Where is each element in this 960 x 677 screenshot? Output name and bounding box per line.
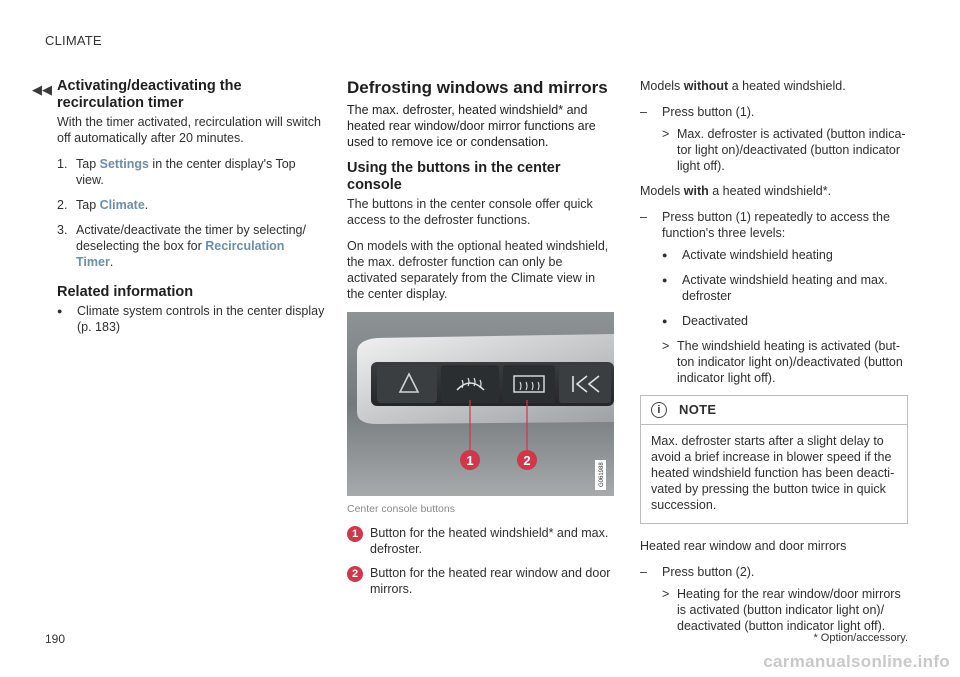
levels-list: [662, 247, 908, 329]
recirculation-timer-intro: With the timer activated, recirculation will switch off automatically after 20 minutes.: [57, 115, 321, 145]
continued-arrows-icon: ◀◀: [32, 82, 52, 97]
page-number: 190: [45, 632, 66, 646]
list-item: 2. Tap Climate.: [57, 198, 149, 212]
without-heated-windshield: Models without a heated windshield.: [640, 79, 846, 93]
recirculation-timer-term: Recirculation Timer: [76, 239, 285, 269]
center-console-heading: Using the buttons in the center console: [347, 160, 561, 193]
bullet-icon: ●: [662, 316, 668, 326]
note-box: [640, 395, 908, 524]
column-defrosting: [347, 78, 615, 605]
previous-track-button: [559, 365, 611, 403]
list-item: – Press button (1).: [640, 105, 755, 119]
list-item: ● Activate windshield heating: [662, 248, 833, 262]
watermark: carmanualsonline.info: [763, 652, 950, 671]
center-console-photo: [347, 312, 614, 496]
note-text: Max. defroster starts after a slight delay to avoid a brief increase in blower speed if the heated windshield function has been deacti- vated by pressing the button twice in quick succession.: [651, 434, 895, 512]
front-defrost-button: [441, 365, 499, 403]
list-item: ● Deactivated: [662, 314, 749, 328]
list-item: – Press button (1) repeatedly to access the function's three levels:: [640, 210, 890, 240]
center-console-para1: The buttons in the center console offer quick access to the defroster functions.: [347, 197, 593, 227]
info-icon: i: [651, 402, 667, 418]
section-title: CLIMATE: [45, 33, 102, 48]
legend-text: Button for the heated rear window and door mirrors.: [370, 566, 611, 596]
callout-badge-icon: 2: [347, 566, 363, 582]
bullet-icon: ●: [662, 250, 668, 260]
result-item: > Heating for the rear window/door mirrors is activated (button indicator light on)/ deactivated (button indicator light off).: [662, 587, 901, 633]
with-heated-windshield: Models with a heated windshield*.: [640, 184, 832, 198]
bullet-icon: ●: [662, 275, 668, 285]
hazard-button: [377, 365, 437, 403]
note-label: NOTE: [679, 402, 717, 417]
photo-caption: Center console buttons: [347, 503, 455, 515]
related-information-list: [57, 303, 325, 335]
bullet-icon: ●: [57, 306, 63, 316]
climate-term: Climate: [99, 198, 145, 212]
settings-term: Settings: [99, 157, 149, 171]
rear-window-heading: Heated rear window and door mirrors: [640, 539, 847, 553]
result-arrow-icon: >: [662, 127, 670, 141]
image-code: G061988: [599, 462, 605, 487]
column-recirculation-timer: [57, 78, 325, 344]
note-header: [641, 396, 907, 425]
rear-defrost-button: [503, 365, 555, 403]
related-information-heading: Related information: [57, 284, 194, 300]
legend-item-2: [347, 565, 615, 597]
list-item: 3. Activate/deactivate the timer by selecting/ deselecting the box for Recirculation Timer.: [57, 223, 306, 269]
defrosting-lead: The max. defroster, heated windshield* and heated rear window/door mirror functions are used to remove ice or condensation.: [347, 103, 596, 149]
option-footnote: * Option/accessory.: [813, 632, 908, 644]
dash-icon: –: [640, 105, 647, 119]
dash-icon: –: [640, 210, 647, 224]
legend-item-1: [347, 525, 615, 557]
list-item: 1. Tap Settings in the center display's Top view.: [57, 157, 296, 187]
result-arrow-icon: >: [662, 339, 670, 353]
center-console-para2: On models with the optional heated windshield, the max. defroster function can only be activated separately from the Climate view in the center display.: [347, 239, 609, 301]
result-item: > Max. defroster is activated (button indica- tor light on)/deactivated (button indicator light off).: [662, 127, 906, 173]
callout-number-1: 1: [466, 453, 474, 468]
result-arrow-icon: >: [662, 587, 670, 601]
column-defrost-instructions: [640, 78, 908, 643]
list-item[interactable]: [57, 303, 325, 335]
callout-badge-icon: 1: [347, 526, 363, 542]
legend-text: Button for the heated windshield* and max. defroster.: [370, 526, 609, 556]
result-item: > The windshield heating is activated (but- ton indicator light on)/deactivated (button indicator light off).: [662, 339, 903, 385]
list-item: ● Activate windshield heating and max. defroster: [662, 273, 888, 303]
list-item: – Press button (2).: [640, 565, 755, 579]
callout-number-2: 2: [523, 453, 531, 468]
defrosting-heading: Defrosting windows and mirrors: [347, 78, 608, 97]
related-link[interactable]: Climate system controls in the center display (p. 183): [77, 304, 325, 334]
recirculation-timer-heading: Activating/deactivating the recirculation timer: [57, 78, 242, 111]
dash-icon: –: [640, 565, 647, 579]
recirculation-steps: [57, 156, 325, 270]
